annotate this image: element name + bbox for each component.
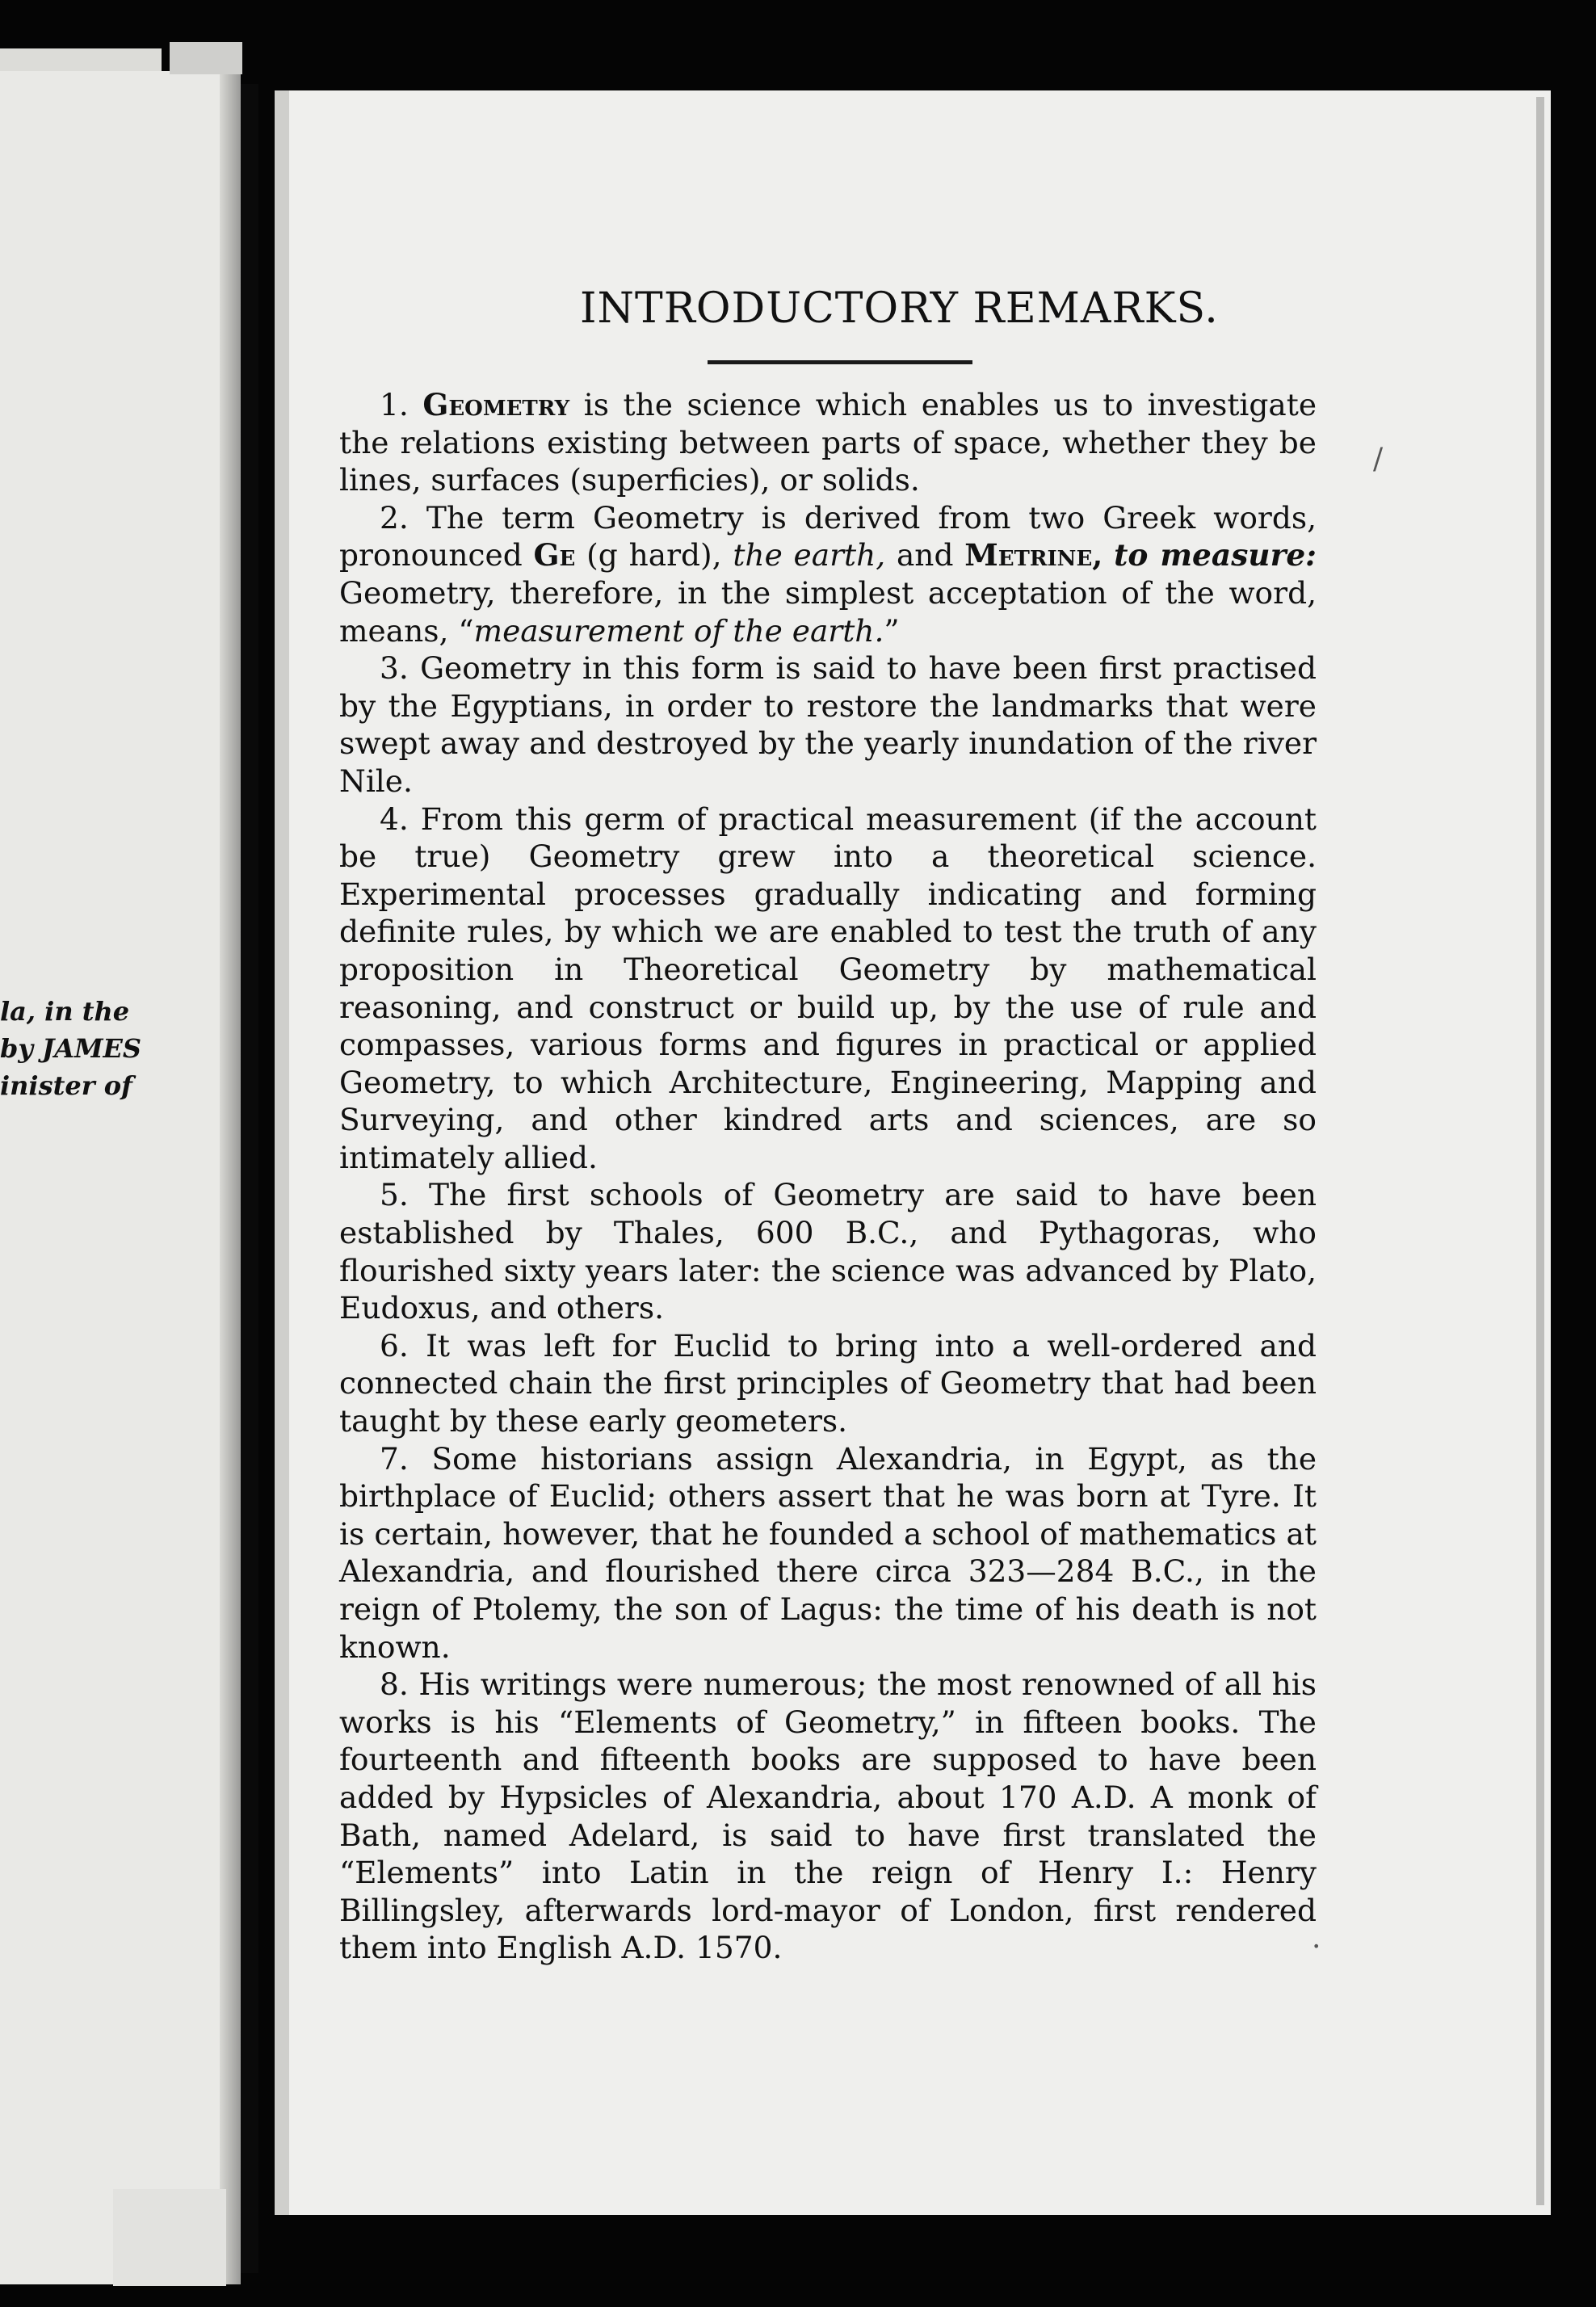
paragraph-number: 5. [380, 1177, 409, 1213]
paragraph-5 [339, 1176, 1317, 1326]
paragraph-text: ” [884, 612, 900, 649]
paper-tab-top [170, 42, 242, 74]
paragraph-number: 7. [380, 1440, 409, 1477]
term-ge: Ge [533, 537, 576, 574]
left-page [0, 71, 241, 2284]
paper-tab-bottom [113, 2189, 226, 2286]
paragraph-number: 1. [380, 387, 409, 422]
paragraph-4 [339, 801, 1317, 1177]
paragraph-text: It was left for Euclid to bring into a well-ordered and connected chain the first principles of Geometry that had been taught by these early geometers. [339, 1327, 1317, 1439]
paragraph-number: 3. [380, 650, 409, 687]
paragraph-text: His writings were numerous; the most renowned of all his works is his “Elements of Geometry,” in fifteen books. The fourteenth and fifteenth books are supposed to have been added by Hypsicles of Alexandria, about 170 A.D. A monk of Bath, named Adelard, is said to have first translated the “Elements” into Latin in the reign of Henry I.: Henry Billingsley, afterwards lord-mayor of London, first rendered them into English A.D. 1570. [339, 1666, 1317, 1966]
left-fragment-line-2: by JAMES [0, 1033, 141, 1064]
term-geometry: Geometry [422, 387, 570, 422]
left-fragment-line-3: inister of [0, 1070, 132, 1101]
body-text [339, 386, 1317, 1967]
pencil-mark: / [1373, 443, 1384, 476]
title-rule [708, 360, 972, 364]
page-title: INTRODUCTORY REMARKS. [580, 284, 1219, 333]
paragraph-text: The first schools of Geometry are said to have been established by Thales, 600 B.C., and Pythagoras, who flourished sixty years later: the science was advanced by Plato, Eudoxus, and others. [339, 1177, 1317, 1326]
paragraph-7 [339, 1440, 1317, 1666]
paragraph-2 [339, 499, 1317, 649]
quote-measurement: measurement of the earth. [473, 612, 884, 649]
paragraph-text: The term Geometry is derived from two Greek words, pronounced [339, 499, 1317, 574]
paragraph-number: 4. [380, 801, 409, 837]
paragraph-1 [339, 386, 1317, 499]
paragraph-text: Some historians assign Alexandria, in Egypt, as the birthplace of Euclid; others assert that he was born at Tyre. It is certain, however, that he founded a school of mathematics at Alexandria, and flourished there circa 323—284 B.C., in the reign of Ptolemy, the son of Lagus: the time of his death is not known. [339, 1440, 1317, 1665]
paragraph-text: From this germ of practical measurement (if the account be true) Geometry grew into a theoretical science. Experimental processes gradually indicating and forming definite rules, by which we are enabled to test the truth of any proposition in Theoretical Geometry by mathematical reasoning, and construct or build up, by the use of rule and compasses, various forms and figures in practical or applied Geometry, to which Architecture, Engineering, Mapping and Surveying, and other kindred arts and sciences, are so intimately allied. [339, 801, 1317, 1175]
term-metrine: Metrine, [964, 537, 1103, 574]
gloss-measure: to measure: [1114, 537, 1317, 574]
pencil-mark: · [1312, 1931, 1321, 1964]
paragraph-text: Geometry in this form is said to have been first practised by the Egyptians, in order to restore the landmarks that were swept away and destroyed by the yearly inundation of the river Nile. [339, 650, 1317, 799]
left-fragment-line-1: la, in the [0, 996, 130, 1027]
page-edge [1536, 97, 1544, 2205]
paragraph-8 [339, 1666, 1317, 1967]
paragraph-3 [339, 649, 1317, 800]
paragraph-6 [339, 1327, 1317, 1440]
paragraph-text: and [896, 537, 954, 574]
paragraph-text: (g hard), [586, 537, 722, 574]
gloss-earth: the earth, [733, 537, 886, 574]
page-stub-top [0, 48, 162, 71]
paragraph-text: is the science which enables us to investigate the relations existing between parts of space, whether they be lines, surfaces (superficies), or solids. [339, 387, 1317, 498]
page-gutter [220, 71, 241, 2284]
paragraph-text: Geometry, therefore, in the simplest acceptation of the word, means, “ [339, 574, 1317, 649]
book-spine [241, 84, 258, 2273]
paragraph-number: 2. [380, 499, 409, 536]
paragraph-number: 6. [380, 1327, 409, 1364]
paragraph-number: 8. [380, 1666, 409, 1703]
